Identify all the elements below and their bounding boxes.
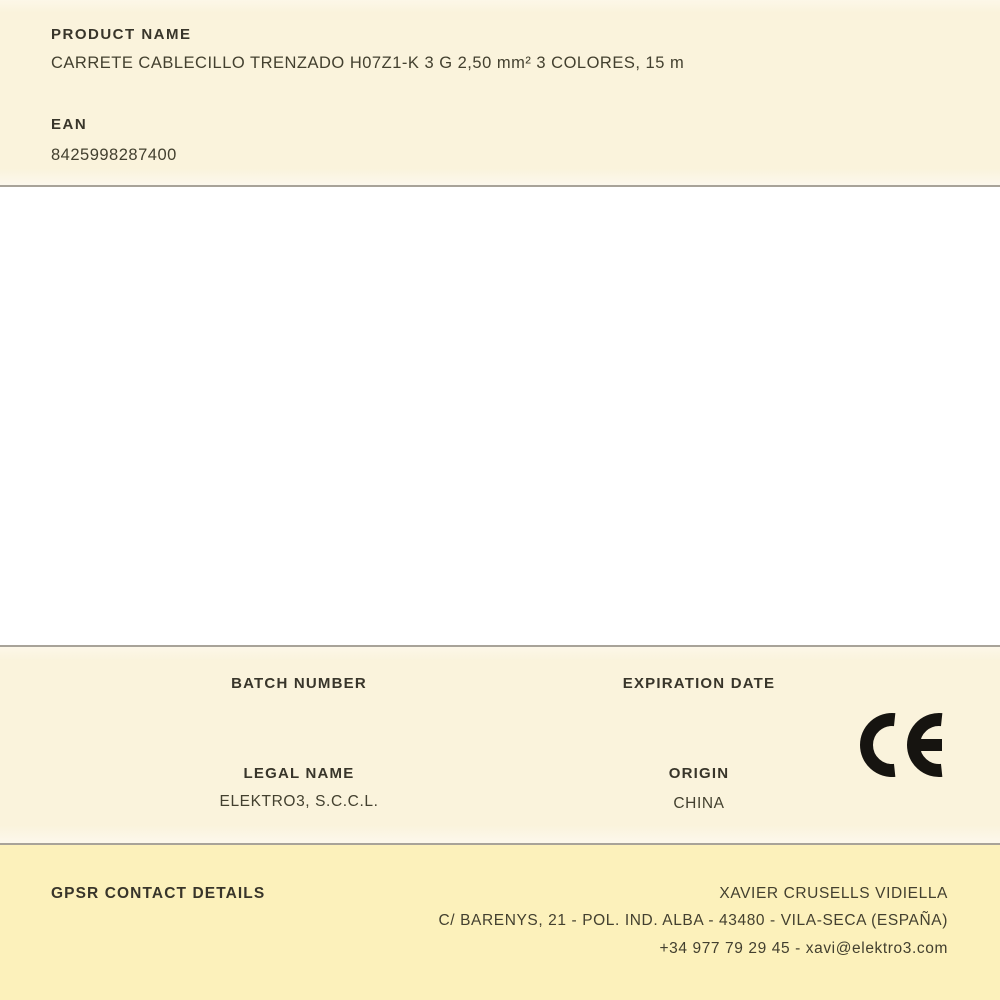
origin-label: ORIGIN [668,765,730,782]
legal-name-label: LEGAL NAME [243,765,355,782]
gpsr-contact-phone-email: +34 977 79 29 45 - xavi@elektro3.com [659,940,948,957]
expiration-date-label: EXPIRATION DATE [622,675,776,692]
traceability-section [0,647,1000,843]
empty-content-area [0,187,1000,645]
gpsr-contact-address: C/ BARENYS, 21 - POL. IND. ALBA - 43480 - VILA-SECA (ESPAÑA) [438,912,948,929]
product-name-value: CARRETE CABLECILLO TRENZADO H07Z1-K 3 G 2,50 mm² 3 COLORES, 15 m [51,54,685,72]
ce-mark-icon [852,711,944,779]
product-name-label: PRODUCT NAME [51,26,192,43]
ean-label: EAN [51,116,88,133]
gpsr-contact-name: XAVIER CRUSELLS VIDIELLA [719,885,948,902]
gpsr-heading: GPSR CONTACT DETAILS [51,885,266,902]
origin-value: CHINA [673,795,725,812]
legal-name-value: ELEKTRO3, S.C.C.L. [219,793,379,810]
batch-number-label: BATCH NUMBER [231,675,367,692]
ean-value: 8425998287400 [51,146,177,164]
